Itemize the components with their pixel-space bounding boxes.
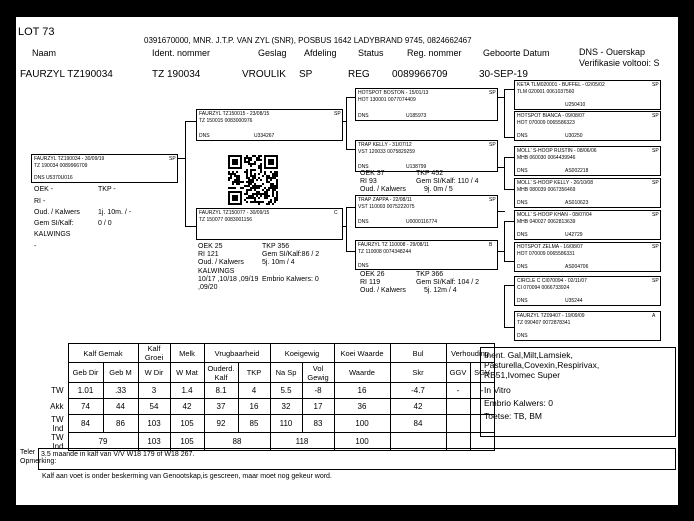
dam-tkp: TKP 356 (262, 243, 290, 250)
group-vrugbaarheid: Vrugbaarheid (204, 344, 270, 363)
self-oek: OEK - (34, 186, 54, 193)
sd-oud-value: 9j. 0m / 5 (424, 186, 453, 193)
pedigree-ddd: FAURZYL TZ09407 - 19/09/09 A TZ 090407 0072878341 DNS (514, 311, 661, 341)
pedigree-ssd: HOTSPOT BIANCA - 09/08/07 SP HOT 070009 0065586323 DNS U30250 (514, 111, 661, 141)
self-tkp: TKP - (98, 186, 116, 193)
pedigree-sds: MOLL' S-HOOP RUSTIN - 08/06/06 SP MHB 060030 0064439946 DNS AS002218 (514, 146, 661, 176)
header-status: Status (358, 48, 384, 58)
dd-tkp: TKP 366 (416, 271, 444, 278)
col-ggv: GGV (446, 363, 470, 383)
animal-status: REG (348, 69, 370, 80)
table-row: Akk 74 44 54 42 37 16 32 17 36 42 (38, 399, 494, 415)
animal-afdeling: SP (299, 69, 313, 80)
animal-ident: TZ 190034 (152, 69, 201, 80)
col-vol-gewig: Vol Gewig (302, 363, 334, 383)
health-info-box: Inent. Gal,Milt,Lamsiek, Pasturella,Covexin,Respirivax, RB51,Ivomec Super In Vitro Embrio Kalwers: 0 Toetse: TB, BM (480, 347, 676, 437)
dam-embrio: Embrio Kalwers: 0 (262, 276, 319, 283)
group-kalf-groei: Kalf Groei (138, 344, 170, 363)
self-oud-value: 1j. 10m. / - (98, 209, 132, 216)
animal-naam: FAURZYL TZ190034 (20, 69, 113, 80)
connector-self (178, 158, 186, 159)
performance-table (38, 343, 495, 451)
col-skr: Skr (390, 363, 446, 383)
lot-sheet: LOT 73 0391670000, MNR. J.T.P. VAN ZYL (SNR), POSBUS 1642 LADYBRAND 9745, 0824662467 Naam Ident. nommer Geslag Afdeling Status Reg. nommer Geboorte Datum DNS - Ouerskap Verifikasie voltooi: S FAURZYL TZ190034 TZ 190034 VROULIK SP REG 0089966709 30-SEP-19 FAURZYL TZ190034 - 30/09/19 SP TZ 190034 0089966709 DNS U5370U016 OEK - TKP - RI - Oud. / Kalwers 1j. 10m. / - Gem SI/Kalf: 0 / 0 KALWINGS - FAURZYL TZ150015 - 23/08/15 SP TZ 150015 0083000976 DNS U334267 FAURZYL TZ150077 - 30/09/15 C TZ 150077 0083001156 OEK 25 TKP 356 RI 121 Gem SI/Kalf:86 / 2 Oud. / Kalwers 5j. 10m / 4 KALWINGS 10/17 ,10/18 ,09/19 Embrio Kalwers: 0 ,09/20 HOTSPOT BOSTON - 15/01/13 SP HOT 130001 0077074409 DNS U185973 TRAP KELLY - 31/07/12 SP VST 120033 0075829259 DNS U138799 OEK 37 TKP 452 RI 93 Gem SI/Kalf: 110 / 4 Oud. / Kalwers 9j. 0m / 5 TRAP ZAPPA - 22/08/11 SP VST 110003 0075222075 DNS U0000116774 FAURZYL TZ 110008 - 29/08/11 B TZ 110008 0074348244 DNS OEK 26 TKP 366 RI 119 Gem SI/Kalf: 104 / 2 Oud. / Kalwers 5j. 12m / 4 KETA TLM020001 - BUFFEL - 02/05/02 SP TLM 020001 0061037560 U250410 HOTSPOT BIANCA - 09/08/07 SP HOT 070009 0065586323 DNS U30250 MOLL' S-HOOP RUSTIN - 08/06/06 SP MHB 060030 0064439946 DNS AS002218 MOLL' S-HOOP KELLY - 26/10/08 SP MHB 080039 0067356469 DNS AS010623 MOLL' S-HOOP KHAN - 08/07/04 SP MHB 040027 0062813639 DNS U42729 HOTSPOT ZELMA - 16/08/07 SP HOT 070009 0065586331 DNS AS004706 CIRCLE C CI070094 - 02/11/07 SP CI 070094 0066733924 DNS U35244 FAURZYL TZ09407 - 19/09/09 A TZ 090407 0072878341 DNS Kalf Gemak Kalf Groei Melk Vrugbaarheid Koeigewig Koei Waarde Bul Verhouding Geb Dir Geb M W Dir W Mat Ouderd. Kalf TKP Na Sp Vol Gewig Waarde Skr GGV SGV TW 1.01 .33 3 1.4 8.1 4 5.5 -8 16 -4.7 - - Akk 74 44 54 42 37 16 32 17 36 42 TW Ind 84 86 103 105 92 85 110 83 100 84 TW Ind 79 103 105 88 118 100 Inent. Gal,Milt,Lamsiek, Pasturella,Covexin,Respirivax, RB51,Ivomec Super In Vitro Embrio Kalwers: 0 Toetse: TB, BM Teler Opmerking: 3.5 maande in kalf van V/V W18 179 of W18 267. Kalf aan voet is onder beskerming van Genootskap,is gescreen, maar moet nog gekeur word. (16, 17, 678, 505)
notes-box (38, 448, 676, 470)
self-kalwings: KALWINGS (34, 231, 71, 238)
header-ident: Ident. nommer (152, 48, 211, 58)
table-row: TW Ind 84 86 103 105 92 85 110 83 100 84 (38, 415, 494, 433)
notes-label-opmerking: Opmerking: (20, 458, 57, 465)
lot-number: LOT 73 (18, 26, 55, 38)
group-kalf-gemak: Kalf Gemak (68, 344, 138, 363)
dd-oud: Oud. / Kalwers (360, 287, 406, 294)
group-koeigewig: Koeigewig (270, 344, 334, 363)
pedigree-sss: KETA TLM020001 - BUFFEL - 02/05/02 SP TLM 020001 0061037560 U250410 (514, 80, 661, 110)
self-gem-value: 0 / 0 (98, 220, 112, 227)
sd-tkp: TKP 452 (416, 170, 444, 177)
pedigree-self: FAURZYL TZ190034 - 30/09/19 SP TZ 190034 0089966709 DNS U5370U016 (31, 154, 178, 183)
self-ri: RI - (34, 198, 46, 205)
notes-text: 3.5 maande in kalf van V/V W18 179 of W18 267. (41, 451, 195, 458)
pedigree-dsd: HOTSPOT ZELMA - 16/08/07 SP HOT 070009 0065586331 DNS AS004706 (514, 242, 661, 272)
self-oud: Oud. / Kalwers (34, 209, 80, 216)
pedigree-dd: FAURZYL TZ 110008 - 29/08/11 B TZ 110008 0074348244 DNS (355, 240, 498, 270)
pedigree-ss: HOTSPOT BOSTON - 15/01/13 SP HOT 130001 0077074409 DNS U185973 (355, 88, 498, 121)
col-w-dir: W Dir (138, 363, 170, 383)
header-dns: DNS - Ouerskap (579, 47, 646, 57)
dam-kalwings: KALWINGS (198, 268, 235, 275)
header-geslag: Geslag (258, 48, 287, 58)
animal-geslag: VROULIK (242, 69, 286, 80)
col-geb-dir: Geb Dir (68, 363, 103, 383)
pedigree-dam: FAURZYL TZ150077 - 30/09/15 C TZ 150077 0083001156 (196, 208, 343, 240)
connector-sire-parents (346, 97, 347, 149)
dd-oek: OEK 26 (360, 271, 385, 278)
pedigree-ds: TRAP ZAPPA - 22/08/11 SP VST 110003 0075222075 DNS U0000116774 (355, 195, 498, 228)
col-sgv: SGV (470, 363, 494, 383)
sd-gem: Gem SI/Kalf: 110 / 4 (416, 178, 479, 185)
header-naam: Naam (32, 48, 57, 58)
col-waarde: Waarde (334, 363, 390, 383)
dd-oud-value: 5j. 12m / 4 (424, 287, 457, 294)
col-na-sp: Na Sp (270, 363, 302, 383)
animal-reg: 0089966709 (392, 69, 448, 80)
dam-oud: Oud. / Kalwers (198, 259, 244, 266)
dam-ri: RI 121 (198, 251, 219, 258)
qr-code (228, 155, 278, 205)
sd-ri: RI 93 (360, 178, 377, 185)
dam-oud-value: 5j. 10m / 4 (262, 259, 295, 266)
group-koei-waarde: Koei Waarde (334, 344, 390, 363)
group-bul: Bul (390, 344, 446, 363)
dd-ri: RI 119 (360, 279, 381, 286)
dam-gem: Gem SI/Kalf:86 / 2 (262, 251, 320, 258)
sd-oud: Oud. / Kalwers (360, 186, 406, 193)
table-row: TW 1.01 .33 3 1.4 8.1 4 5.5 -8 16 -4.7 - - (38, 383, 494, 399)
group-verhouding: Verhouding (446, 344, 494, 363)
connector-sire-dam (185, 121, 186, 227)
notes-label-teler: Teler (20, 449, 36, 456)
self-gem: Gem SI/Kalf: (34, 220, 74, 227)
header-afdeling: Afdeling (304, 48, 337, 58)
pedigree-dds: CIRCLE C CI070094 - 02/11/07 SP CI 070094 0066733924 DNS U35244 (514, 276, 661, 306)
dam-kalwings-dates: 10/17 ,10/18 ,09/19 (198, 276, 259, 283)
dam-oek: OEK 25 (198, 243, 223, 250)
pedigree-dss: MOLL' S-HOOP KHAN - 08/07/04 SP MHB 040027 0062813639 DNS U42729 (514, 210, 661, 240)
col-w-mat: W Mat (170, 363, 204, 383)
dd-gem: Gem SI/Kalf: 104 / 2 (416, 279, 480, 286)
col-geb-m: Geb M (103, 363, 138, 383)
footer-note: Kalf aan voet is onder beskerming van Genootskap,is gescreen, maar moet nog gekeur word. (42, 473, 332, 480)
animal-geboorte: 30-SEP-19 (479, 69, 528, 80)
group-melk: Melk (170, 344, 204, 363)
col-tkp: TKP (238, 363, 270, 383)
sd-oek: OEK 37 (360, 170, 385, 177)
header-verifikasie: Verifikasie voltooi: S (579, 58, 660, 68)
pedigree-sd: TRAP KELLY - 31/07/12 SP VST 120033 0075829259 DNS U138799 (355, 140, 498, 172)
connector-dam-parents (346, 207, 347, 251)
pedigree-sire: FAURZYL TZ150015 - 23/08/15 SP TZ 150015 0083000976 DNS U334267 (196, 109, 343, 141)
col-ouderd-kalf: Ouderd. Kalf (204, 363, 238, 383)
breeder-line: 0391670000, MNR. J.T.P. VAN ZYL (SNR), POSBUS 1642 LADYBRAND 9745, 0824662467 (144, 36, 472, 45)
header-reg: Reg. nommer (407, 48, 462, 58)
header-geboorte: Geboorte Datum (483, 48, 550, 58)
table-row-index: TW Ind 79 103 105 88 118 100 (38, 433, 494, 451)
pedigree-sdd: MOLL' S-HOOP KELLY - 26/10/08 SP MHB 080039 0067356469 DNS AS010623 (514, 178, 661, 208)
